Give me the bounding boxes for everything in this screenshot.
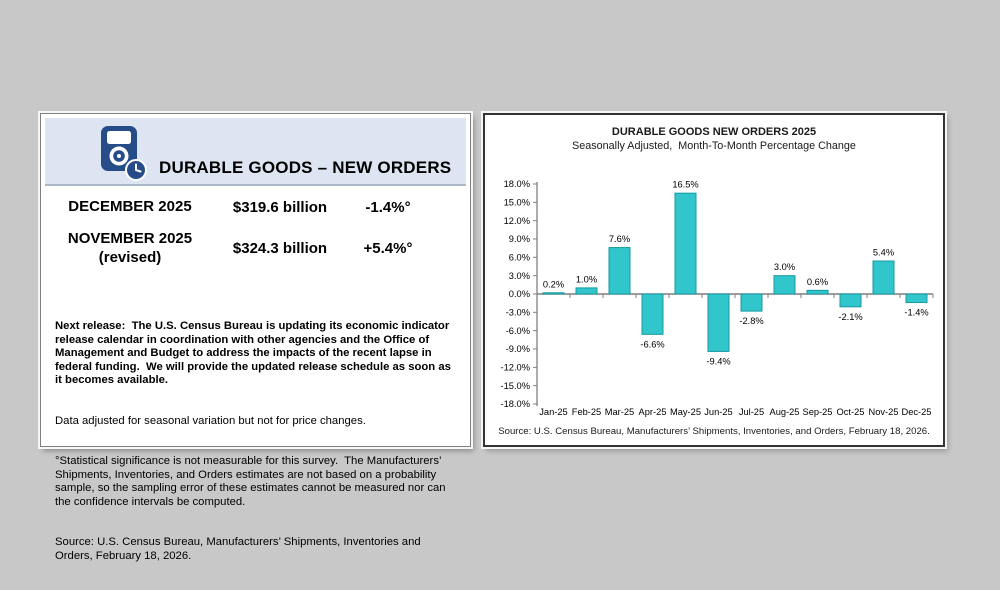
- y-tick-label: 0.0%: [508, 289, 530, 300]
- bar-value-label: -9.4%: [706, 356, 731, 367]
- bar-Dec-25: [906, 294, 927, 303]
- bar-value-label: -2.8%: [739, 316, 764, 327]
- bar-value-label: 3.0%: [773, 262, 796, 273]
- x-axis-label: Jun-25: [704, 407, 733, 417]
- y-tick-label: -15.0%: [500, 380, 530, 391]
- period-label: [45, 230, 205, 268]
- y-tick-label: -18.0%: [500, 399, 530, 410]
- x-axis-label: Sep-25: [802, 407, 833, 417]
- chart-subtitle: Seasonally Adjusted, Month-To-Month Percentage Change: [572, 140, 856, 152]
- bar-value-label: 7.6%: [608, 234, 631, 245]
- x-axis-label: Dec-25: [901, 407, 932, 417]
- x-axis-label: Aug-25: [769, 407, 800, 417]
- durable-goods-clock-icon: [97, 124, 149, 187]
- bar-May-25: [675, 193, 696, 294]
- y-tick-label: 9.0%: [508, 234, 530, 245]
- bar-value-label: 0.2%: [542, 279, 565, 290]
- y-tick-label: 6.0%: [508, 252, 530, 263]
- note-source: Source: U.S. Census Bureau, Manufacturers’ Shipments, Inventories and Orders, February 18, 2026.: [55, 536, 424, 562]
- bar-value-label: 5.4%: [872, 247, 895, 258]
- bar-Nov-25: [873, 261, 894, 294]
- change-label: -1.4%°: [365, 198, 411, 216]
- bar-Feb-25: [576, 288, 597, 294]
- change-label: +5.4%°: [363, 240, 413, 257]
- y-tick-label: 18.0%: [503, 179, 530, 190]
- bar-value-label: 0.6%: [806, 276, 829, 287]
- chart-source: Source: U.S. Census Bureau, Manufacturers’ Shipments, Inventories, and Orders, February 18, 2026.: [498, 426, 930, 437]
- chart-title: DURABLE GOODS NEW ORDERS 2025: [611, 126, 817, 138]
- footnotes-block: [45, 293, 466, 590]
- x-axis-label: Jan-25: [539, 407, 568, 417]
- x-axis-label: Nov-25: [868, 407, 899, 417]
- bar-Jun-25: [708, 294, 729, 351]
- bar-Apr-25: [642, 294, 663, 334]
- note-seasonal: Data adjusted for seasonal variation but not for price changes.: [55, 414, 366, 427]
- period-text: NOVEMBER 2025: [67, 229, 193, 247]
- value-label: $324.3 billion: [232, 240, 328, 257]
- x-axis-label: Feb-25: [571, 407, 602, 417]
- bar-Aug-25: [774, 276, 795, 294]
- period-note: (revised): [98, 248, 162, 266]
- value-label: $319.6 billion: [232, 198, 328, 216]
- bar-Jul-25: [741, 294, 762, 311]
- y-tick-label: -9.0%: [505, 344, 530, 355]
- bar-value-label: -2.1%: [838, 311, 863, 322]
- y-tick-label: -3.0%: [505, 307, 530, 318]
- x-axis-label: May-25: [669, 407, 702, 417]
- bar-Mar-25: [609, 248, 630, 294]
- bar-value-label: 1.0%: [575, 274, 598, 285]
- chart-panel: [483, 113, 945, 447]
- bar-Sep-25: [807, 290, 828, 294]
- period-text: DECEMBER 2025: [68, 198, 192, 215]
- x-axis-label: Oct-25: [836, 407, 865, 417]
- summary-panel: [40, 113, 471, 562]
- y-tick-label: 12.0%: [503, 215, 530, 226]
- note-statistical: °Statistical significance is not measurable for this survey. The Manufacturers’ Shipments, Inventories, and Orders estimates are not based on a probability sample, so the sampling error of these estimates cannot be measured nor can the confidence intervals be computed.: [55, 455, 449, 508]
- next-release-text: Next release: The U.S. Census Bureau is updating its economic indicator release calendar in coordination with other agencies and the Office of Management and Budget to address the impacts of the recent lapse in federal funding. We will provide the updated release schedule as soon as it becomes available.: [55, 320, 455, 387]
- y-tick-label: -6.0%: [505, 325, 530, 336]
- bar-value-label: -6.6%: [640, 339, 665, 350]
- bar-value-label: -1.4%: [904, 307, 929, 318]
- panel-title: DURABLE GOODS – NEW ORDERS: [159, 158, 452, 177]
- bar-chart-svg: [485, 169, 943, 427]
- bar-Jan-25: [543, 293, 564, 294]
- table-row-december: [45, 198, 466, 217]
- x-axis-label: Apr-25: [638, 407, 667, 417]
- y-tick-label: -12.0%: [500, 362, 530, 373]
- y-tick-label: 3.0%: [508, 270, 530, 281]
- x-axis-label: Jul-25: [738, 407, 765, 417]
- summary-header-band: [45, 118, 466, 186]
- y-tick-label: 15.0%: [503, 197, 530, 208]
- table-row-november: [45, 230, 466, 268]
- bar-value-label: 16.5%: [672, 179, 699, 190]
- x-axis-label: Mar-25: [604, 407, 635, 417]
- period-label: [45, 198, 205, 217]
- bar-Oct-25: [840, 294, 861, 307]
- summary-rows: [45, 198, 466, 267]
